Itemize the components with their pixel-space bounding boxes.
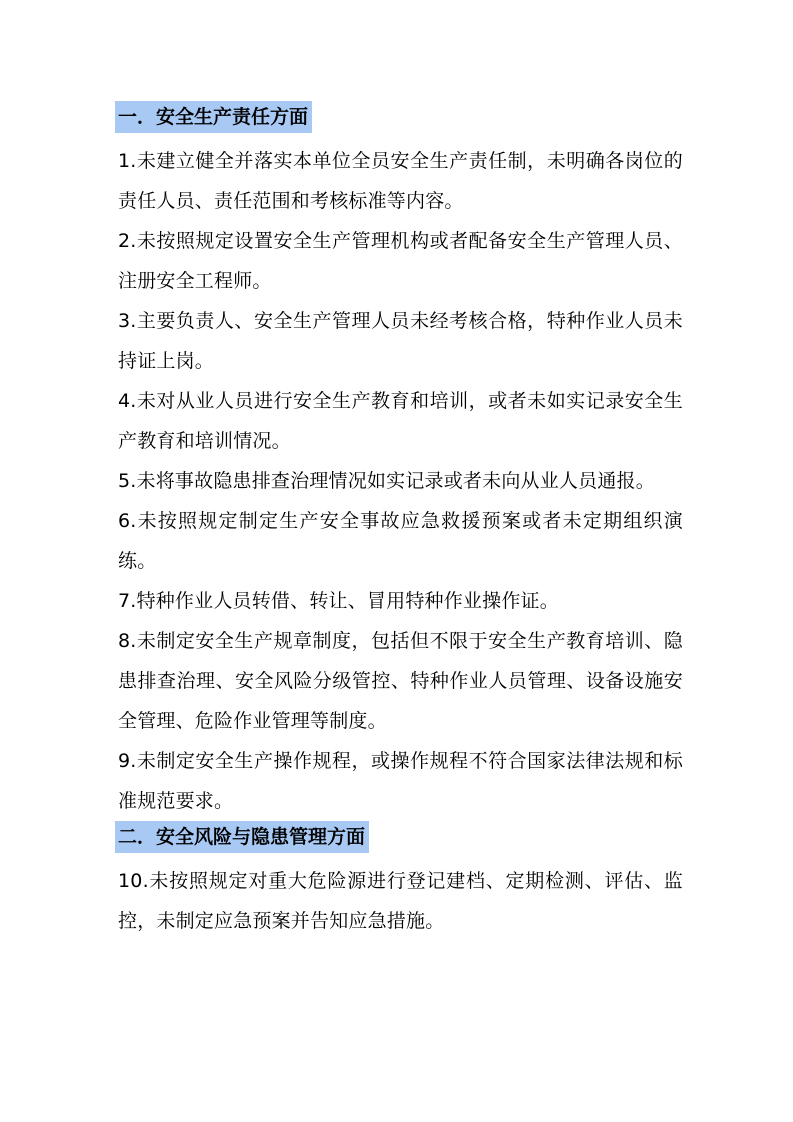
list-item-7: 7.特种作业人员转借、转让、冒用特种作业操作证。 — [118, 590, 559, 612]
section-1 — [118, 101, 683, 821]
list-item-6: 6.未按照规定制定生产安全事故应急救援预案或者未定期组织演练。 — [118, 510, 683, 572]
list-item-8: 8.未制定安全生产规章制度，包括但不限于安全生产教育培训、隐患排查治理、安全风险分级管控、特种作业人员管理、设备设施安全管理、危险作业管理等制度。 — [118, 630, 683, 732]
list-item-9: 9.未制定安全生产操作规程，或操作规程不符合国家法律法规和标准规范要求。 — [118, 750, 683, 812]
section-heading-2: 二．安全风险与隐患管理方面 — [115, 821, 369, 853]
document-content — [118, 101, 683, 941]
list-item-3: 3.主要负责人、安全生产管理人员未经考核合格，特种作业人员未持证上岗。 — [118, 310, 683, 372]
list-item-10: 10.未按照规定对重大危险源进行登记建档、定期检测、评估、监控，未制定应急预案并告知应急措施。 — [118, 870, 683, 932]
list-item-4: 4.未对从业人员进行安全生产教育和培训，或者未如实记录安全生产教育和培训情况。 — [118, 390, 683, 452]
section-2 — [118, 821, 683, 941]
list-item-5: 5.未将事故隐患排查治理情况如实记录或者未向从业人员通报。 — [118, 470, 655, 492]
section-heading-1: 一．安全生产责任方面 — [115, 101, 312, 133]
list-item-1: 1.未建立健全并落实本单位全员安全生产责任制，未明确各岗位的责任人员、责任范围和考核标准等内容。 — [118, 150, 683, 212]
list-item-2: 2.未按照规定设置安全生产管理机构或者配备安全生产管理人员、注册安全工程师。 — [118, 230, 683, 292]
